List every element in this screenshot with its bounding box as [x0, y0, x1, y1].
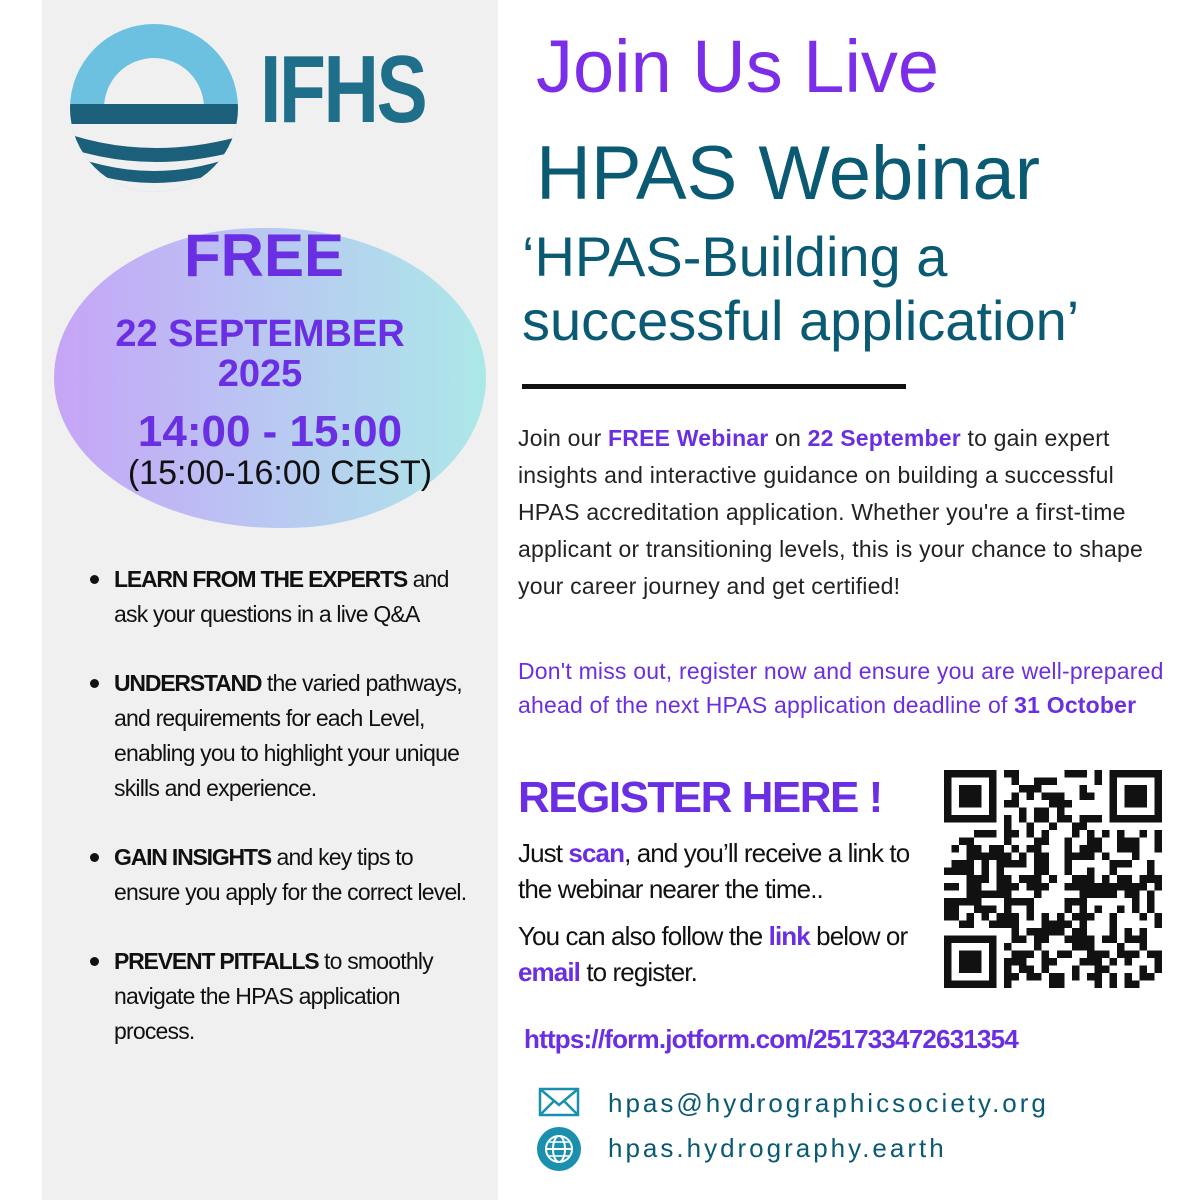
- subtitle-line1: ‘HPAS-Building a: [522, 225, 948, 288]
- bullet-bold: UNDERSTAND: [114, 670, 262, 696]
- deadline-date: 31 October: [1014, 692, 1137, 718]
- event-time-cest: (15:00-16:00 CEST): [127, 454, 433, 492]
- bullet-text: to smoothly navigate the HPAS application process.: [114, 948, 433, 1044]
- event-date-line2: 2025: [217, 352, 303, 395]
- intro-text: to gain expert insights and interactive guidance on building a successful HPAS accreditation application. Whether you're a first-time applicant or transitioning levels, this is your chance to shape your career journey and get certified!: [518, 425, 1143, 599]
- bullet-bold: GAIN INSIGHTS: [114, 844, 271, 870]
- deadline-paragraph: [518, 654, 1178, 722]
- intro-highlight: FREE Webinar: [608, 425, 769, 451]
- event-time: 14:00 - 15:00: [137, 407, 403, 456]
- deadline-text: Don't miss out, register now and ensure you are well-prepared ahead of the next HPAS application deadline of: [518, 658, 1164, 718]
- list-item: [88, 666, 478, 806]
- globe-icon: [536, 1126, 582, 1172]
- qr-code[interactable]: [944, 770, 1162, 988]
- contact-website[interactable]: hpas.hydrography.earth: [608, 1133, 947, 1163]
- contact-email[interactable]: hpas@hydrographicsociety.org: [608, 1088, 1049, 1118]
- bullet-bold: PREVENT PITFALLS: [114, 948, 319, 974]
- divider: [522, 384, 906, 389]
- register-heading: REGISTER HERE !: [518, 773, 882, 822]
- intro-text: on: [768, 425, 808, 451]
- envelope-icon: [536, 1080, 582, 1126]
- logo-text: IFHS: [260, 36, 426, 143]
- email-highlight: email: [518, 957, 580, 987]
- benefits-list: [88, 562, 478, 1049]
- follow-text: You can also follow the: [518, 921, 769, 951]
- list-item: [88, 944, 478, 1049]
- list-item: [88, 562, 478, 632]
- follow-instruction: [518, 918, 938, 990]
- subtitle-line2: successful application’: [522, 289, 1080, 352]
- scan-instruction: [518, 835, 938, 907]
- follow-text: below or: [809, 921, 908, 951]
- scan-text: Just: [518, 838, 569, 868]
- bullet-bold: LEARN FROM THE EXPERTS: [114, 566, 408, 592]
- scan-text: , and you’ll receive a link to the webinar nearer the time..: [518, 838, 910, 904]
- link-highlight: link: [768, 921, 810, 951]
- scan-highlight: scan: [568, 838, 625, 868]
- bullet-text: and ask your questions in a live Q&A: [114, 566, 449, 627]
- registration-link[interactable]: https://form.jotform.com/251733472631354: [524, 1024, 1018, 1054]
- bullet-text: and key tips to ensure you apply for the correct level.: [114, 844, 467, 905]
- ifhs-logo-emblem: [68, 22, 248, 192]
- list-item: [88, 840, 478, 910]
- follow-text: to register.: [580, 957, 697, 987]
- headline-join: Join Us Live: [536, 25, 940, 108]
- webinar-subtitle: [522, 225, 1192, 353]
- free-label: FREE: [183, 222, 345, 289]
- intro-text: Join our: [518, 425, 609, 451]
- intro-highlight: 22 September: [807, 425, 961, 451]
- bullet-text: the varied pathways, and requirements for each Level, enabling you to highlight your unique skills and experience.: [114, 670, 462, 801]
- ifhs-logo: [68, 22, 468, 192]
- headline-webinar: HPAS Webinar: [536, 131, 1041, 216]
- event-date-line1: 22 SEPTEMBER: [115, 313, 405, 355]
- event-date: [60, 315, 460, 395]
- intro-paragraph: [518, 420, 1178, 605]
